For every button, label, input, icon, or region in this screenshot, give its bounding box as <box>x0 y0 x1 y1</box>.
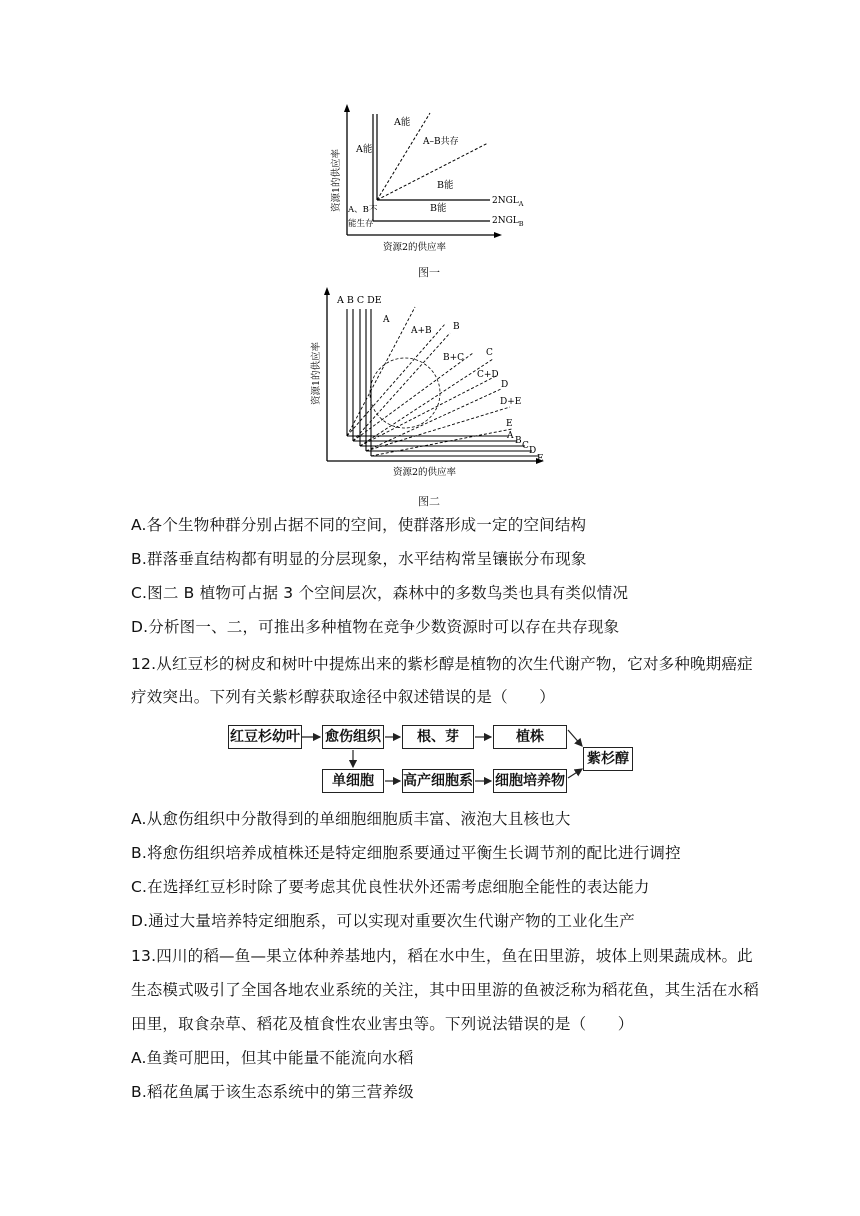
flow-box-leaf: 红豆杉幼叶 <box>228 725 302 749</box>
q12-option-d: D.通过大量培养特定细胞系，可以实现对重要次生代谢产物的工业化生产 <box>131 912 635 930</box>
fig2-ylabel: 资源1的供应率 <box>311 341 322 405</box>
q11-option-d: D.分析图一、二，可推出多种植物在竞争少数资源时可以存在共存现象 <box>131 618 620 636</box>
q13-option-a: A.鱼粪可肥田，但其中能量不能流向水稻 <box>131 1049 414 1067</box>
flow-box-single-cell: 单细胞 <box>322 769 384 793</box>
flow-box-culture: 细胞培养物 <box>493 769 567 793</box>
flow-box-root-bud: 根、芽 <box>402 725 474 749</box>
fig2-xlabel: 资源2的供应率 <box>393 467 457 478</box>
q11-option-b: B.群落垂直结构都有明显的分层现象，水平结构常呈镶嵌分布现象 <box>131 550 587 568</box>
figure-2-caption: 图二 <box>418 495 440 508</box>
fig1-label-ngl-b-sub: B <box>518 220 524 228</box>
fig1-label-a-top: A能 <box>394 117 411 128</box>
fig1-ylabel: 资源1的供应率 <box>331 148 342 212</box>
q13-stem-line-2: 生态模式吸引了全国各地农业系统的关注，其中田里游的鱼被泛称为稻花鱼，其生活在水稻 <box>131 981 760 999</box>
fig2-end-label: D <box>529 446 537 456</box>
figure-2-graph <box>305 283 560 483</box>
q11-option-c: C.图二 B 植物可占据 3 个空间层次，森林中的多数鸟类也具有类似情况 <box>131 584 629 602</box>
fig1-label-ab-none-2: 能生存 <box>348 219 374 229</box>
figure-1-caption: 图一 <box>418 266 440 279</box>
figure-1-graph <box>320 100 524 260</box>
fig1-label-ngl-a: 2NGL <box>492 196 519 206</box>
fig2-end-label: E <box>537 454 544 464</box>
fig1-xlabel: 资源2的供应率 <box>383 242 447 253</box>
fig2-region-label: D <box>501 380 509 390</box>
q13-stem-line-1: 13.四川的稻—鱼—果立体种养基地内，稻在水中生，鱼在田里游，坡体上则果蔬成林。此 <box>131 947 753 965</box>
fig1-label-a-left: A能 <box>356 144 373 155</box>
fig2-region-label: B <box>453 322 460 332</box>
q12-option-a: A.从愈伤组织中分散得到的单细胞细胞质丰富、液泡大且核也大 <box>131 810 571 828</box>
fig2-end-label: A <box>507 431 514 441</box>
fig1-label-ab-none-1: A、B不 <box>348 205 378 215</box>
q12-stem-line-1: 12.从红豆杉的树皮和树叶中提炼出来的紫杉醇是植物的次生代谢产物，它对多种晚期癌症 <box>131 655 753 673</box>
flow-box-high-yield: 高产细胞系 <box>402 769 474 793</box>
fig2-region-label: C <box>486 348 493 358</box>
flow-box-taxol: 紫杉醇 <box>583 747 633 771</box>
svg-text:2NGLB <box>492 216 524 228</box>
fig1-label-ab-coexist: A–B共存 <box>423 137 459 147</box>
fig1-label-b-upper: B能 <box>437 180 454 191</box>
q13-stem-line-3: 田里，取食杂草、稻花及植食性农业害虫等。下列说法错误的是（ ） <box>131 1015 634 1033</box>
fig1-label-b-lower: B能 <box>430 203 447 214</box>
flow-box-plant: 植株 <box>493 725 567 749</box>
svg-text:2NGLA <box>492 196 524 208</box>
flow-box-callus: 愈伤组织 <box>322 725 384 749</box>
fig2-end-label: B <box>515 436 522 446</box>
fig1-label-ngl-a-sub: A <box>518 200 524 208</box>
q12-option-b: B.将愈伤组织培养成植株还是特定细胞系要通过平衡生长调节剂的配比进行调控 <box>131 844 681 862</box>
fig2-region-label: A <box>383 315 390 325</box>
fig2-region-label: C+D <box>477 370 499 380</box>
fig2-region-label: E <box>506 419 513 429</box>
fig2-end-label: C <box>522 441 529 451</box>
fig2-region-label: A+B <box>411 326 432 336</box>
q12-option-c: C.在选择红豆杉时除了要考虑其优良性状外还需考虑细胞全能性的表达能力 <box>131 878 650 896</box>
fig2-region-label: B+C <box>443 353 465 363</box>
fig1-label-ngl-b: 2NGL <box>492 216 519 226</box>
q12-stem-line-2: 疗效突出。下列有关紫杉醇获取途径中叙述错误的是（ ） <box>131 688 555 706</box>
q13-option-b: B.稻花鱼属于该生态系统中的第三营养级 <box>131 1083 414 1101</box>
fig2-region-label: D+E <box>500 397 522 407</box>
fig2-top-labels: A B C DE <box>337 295 382 306</box>
q11-option-a: A.各个生物种群分别占据不同的空间，使群落形成一定的空间结构 <box>131 516 587 534</box>
